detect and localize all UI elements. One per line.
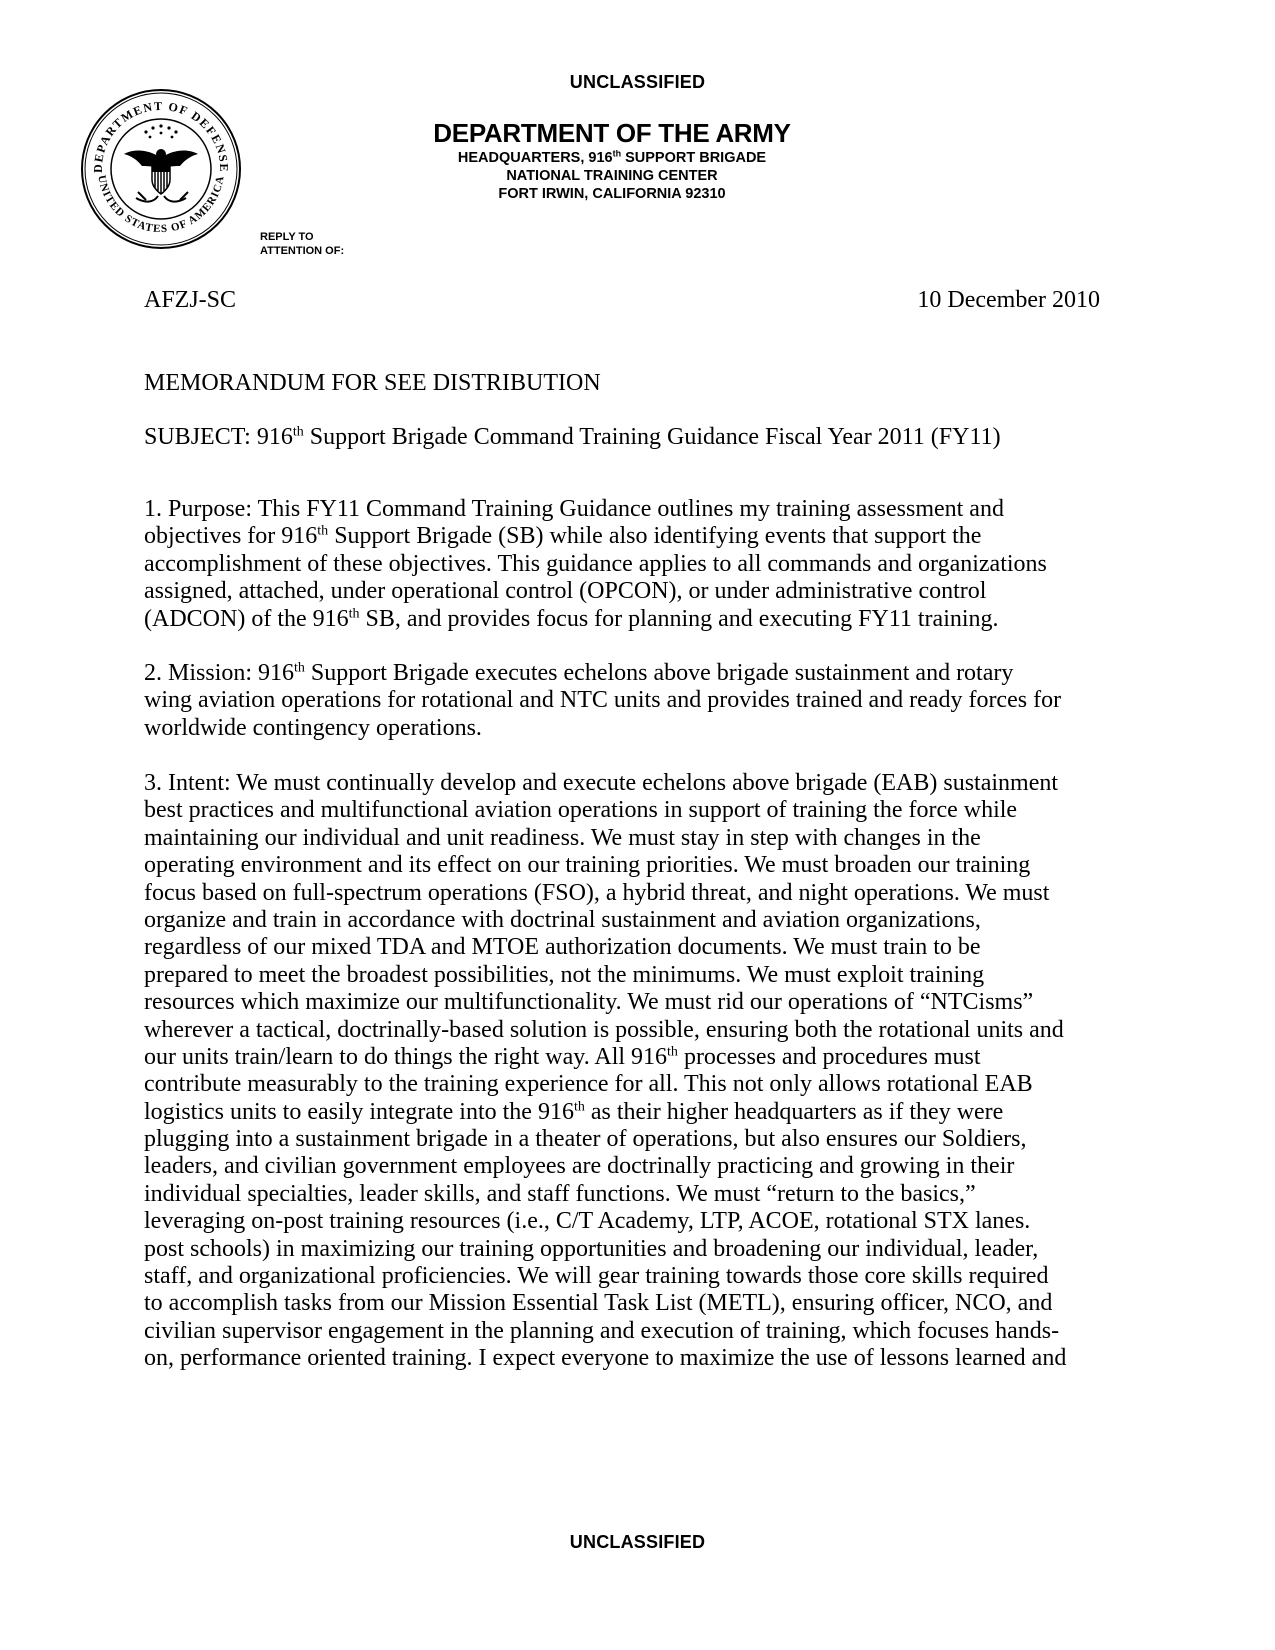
text-run: as their higher headquarters as if they were: [584, 1098, 1004, 1125]
subject-suffix: Support Brigade Command Training Guidance Fiscal Year 2011 (FY11): [303, 424, 1001, 450]
text-line: individual specialties, leader skills, and staff functions. We must “return to the basics,”: [144, 1180, 976, 1207]
ordinal-suffix: th: [348, 606, 360, 622]
ordinal-suffix: th: [317, 524, 329, 539]
text-line: organize and train in accordance with doctrinal sustainment and aviation organizations,: [144, 906, 981, 933]
seal-ring-top-text: DEPARTMENT OF DEFENSE: [90, 98, 232, 174]
hq-suffix: SUPPORT BRIGADE: [621, 150, 767, 166]
text-line: to accomplish tasks from our Mission Essential Task List (METL), ensuring officer, NCO, and: [144, 1290, 1053, 1317]
text-run: Support Brigade executes echelons above brigade sustainment and rotary: [304, 660, 1014, 686]
classification-footer: UNCLASSIFIED: [569, 1532, 706, 1552]
text-line: wing aviation operations for rotational and NTC units and provides trained and ready forces for: [144, 687, 1062, 714]
text-line: [144, 606, 1104, 633]
ordinal-suffix: th: [667, 1044, 678, 1060]
subject-prefix: SUBJECT: 916: [144, 424, 293, 450]
ordinal-suffix: th: [294, 660, 305, 676]
text-line: accomplishment of these objectives. This guidance applies to all commands and organizations: [144, 550, 1047, 577]
subject-line: [144, 424, 1001, 451]
text-line: [144, 1099, 1104, 1126]
dod-seal-icon: [80, 88, 242, 250]
letterhead-center: NATIONAL TRAINING CENTER: [506, 168, 718, 184]
paragraph-purpose: [144, 496, 1104, 633]
text-line: leveraging on-post training resources (i.e., C/T Academy, LTP, ACOE, rotational STX lanes.: [144, 1208, 1031, 1235]
text-line: regardless of our mixed TDA and MTOE authorization documents. We must train to be: [144, 934, 981, 961]
text-line: on, performance oriented training. I expect everyone to maximize the use of lessons learned and: [144, 1345, 1067, 1372]
text-line: [144, 1044, 1104, 1071]
letterhead-headquarters: [312, 150, 912, 166]
text-run: processes and procedures must: [677, 1043, 981, 1070]
text-line: [144, 660, 1104, 687]
reply-to-line2: ATTENTION OF:: [260, 245, 345, 257]
text-run: SB, and provides focus for planning and executing FY11 training.: [359, 605, 999, 632]
text-line: maintaining our individual and unit readiness. We must stay in step with changes in the: [144, 824, 981, 851]
memo-date: 10 December 2010: [917, 287, 1100, 313]
text-line: focus based on full-spectrum operations (FSO), a hybrid threat, and night operations. We must: [144, 879, 1050, 906]
ordinal-suffix: th: [573, 1099, 585, 1115]
text-run: Support Brigade (SB) while also identifying events that support the: [328, 523, 982, 550]
memo-for-line: MEMORANDUM FOR SEE DISTRIBUTION: [144, 370, 601, 396]
text-line: prepared to meet the broadest possibilities, not the minimums. We must exploit training: [144, 961, 985, 988]
text-line: operating environment and its effect on our training priorities. We must broaden our training: [144, 852, 1031, 879]
text-line: 1. Purpose: This FY11 Command Training Guidance outlines my training assessment and: [144, 496, 1004, 522]
office-symbol: AFZJ-SC: [144, 287, 237, 313]
hq-ordinal: th: [612, 148, 622, 159]
text-run: objectives for 916: [144, 523, 318, 550]
classification-header: UNCLASSIFIED: [569, 72, 706, 92]
hq-prefix: HEADQUARTERS, 916: [457, 150, 613, 166]
text-line: [144, 523, 1104, 550]
text-run: our units train/learn to do things the right way. All 916: [144, 1043, 668, 1070]
reply-to-block: [260, 230, 344, 258]
text-line: post schools) in maximizing our training opportunities and broadening our individual, leader,: [144, 1235, 1039, 1262]
text-line: staff, and organizational proficiencies. We will gear training towards those core skills required: [144, 1263, 1049, 1290]
letterhead-department: DEPARTMENT OF THE ARMY: [433, 118, 791, 148]
text-line: plugging into a sustainment brigade in a theater of operations, but also ensures our Soldiers,: [144, 1126, 1027, 1153]
text-line: leaders, and civilian government employees are doctrinally practicing and growing in their: [144, 1153, 1015, 1180]
reply-to-line1: REPLY TO: [260, 231, 314, 243]
text-line: 3. Intent: We must continually develop and execute echelons above brigade (EAB) sustainment: [144, 770, 1059, 796]
text-line: resources which maximize our multifunctionality. We must rid our operations of “NTCisms”: [144, 989, 1034, 1016]
text-line: civilian supervisor engagement in the planning and execution of training, which focuses hands-: [144, 1317, 1060, 1344]
paragraph-intent: [144, 770, 1104, 1373]
text-line: best practices and multifunctional aviation operations in support of training the force while: [144, 797, 1018, 824]
seal-ring-bottom-text: UNITED STATES OF AMERICA: [95, 174, 227, 236]
text-run: (ADCON) of the 916: [144, 605, 349, 632]
text-line: assigned, attached, under operational control (OPCON), or under administrative control: [144, 578, 987, 605]
text-run: logistics units to easily integrate into the 916: [144, 1098, 574, 1125]
text-line: wherever a tactical, doctrinally-based solution is possible, ensuring both the rotational units and: [144, 1016, 1064, 1043]
text-line: worldwide contingency operations.: [144, 714, 482, 741]
letterhead-address: FORT IRWIN, CALIFORNIA 92310: [498, 186, 726, 202]
text-line: contribute measurably to the training experience for all. This not only allows rotational EAB: [144, 1071, 1033, 1098]
subject-ordinal: th: [292, 424, 304, 440]
text-run: 2. Mission: 916: [144, 660, 295, 686]
paragraph-mission: [144, 660, 1104, 742]
